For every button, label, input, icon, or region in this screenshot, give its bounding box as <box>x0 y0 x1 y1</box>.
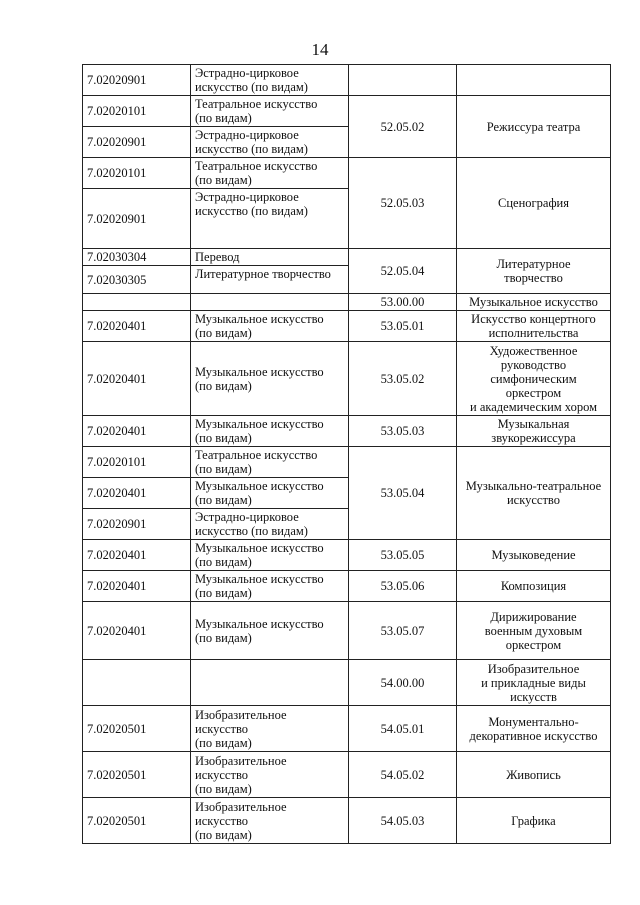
specialty-name-cell: Искусство концертного исполнительства <box>457 311 611 342</box>
table-row <box>83 96 611 127</box>
table-row <box>83 752 611 798</box>
page-number: 14 <box>311 40 329 59</box>
specialty-name-cell: Композиция <box>457 571 611 602</box>
code-cell: 7.02020501 <box>83 752 191 798</box>
table-row <box>83 706 611 752</box>
specialty-code-cell: 54.05.03 <box>349 798 457 844</box>
specialty-code-cell: 54.05.02 <box>349 752 457 798</box>
table-row <box>83 416 611 447</box>
table-row <box>83 798 611 844</box>
specialty-name-cell: Литературное творчество <box>457 249 611 294</box>
program-name-cell: Музыкальное искусство (по видам) <box>191 540 349 571</box>
table-row <box>83 602 611 660</box>
code-cell: 7.02020401 <box>83 416 191 447</box>
code-cell: 7.02020101 <box>83 158 191 189</box>
code-cell: 7.02020401 <box>83 478 191 509</box>
program-name-cell: Театральное искусство (по видам) <box>191 158 349 189</box>
code-cell: 7.02020901 <box>83 127 191 158</box>
program-name-cell: Эстрадно-цирковое искусство (по видам) <box>191 65 349 96</box>
specialty-name-cell: Сценография <box>457 158 611 249</box>
specialty-code-cell: 52.05.03 <box>349 158 457 249</box>
program-name-cell: Изобразительное искусство (по видам) <box>191 798 349 844</box>
table-row <box>83 65 611 96</box>
program-name-cell: Музыкальное искусство (по видам) <box>191 571 349 602</box>
specialty-code-cell: 53.05.06 <box>349 571 457 602</box>
code-cell: 7.02020501 <box>83 706 191 752</box>
table-row <box>83 311 611 342</box>
code-cell: 7.02020401 <box>83 571 191 602</box>
specialty-code-cell: 52.05.02 <box>349 96 457 158</box>
program-name-cell: Изобразительное искусство (по видам) <box>191 752 349 798</box>
code-cell: 7.02020401 <box>83 602 191 660</box>
program-name-cell: Музыкальное искусство (по видам) <box>191 311 349 342</box>
code-cell: 7.02030305 <box>83 266 191 294</box>
code-cell: 7.02020401 <box>83 540 191 571</box>
specialty-name-cell: Музыкальная звукорежиссура <box>457 416 611 447</box>
table-row <box>83 540 611 571</box>
program-name-cell <box>191 660 349 706</box>
program-name-cell <box>191 294 349 311</box>
specialty-name-cell: Музыкальное искусство <box>457 294 611 311</box>
code-cell: 7.02020101 <box>83 96 191 127</box>
code-cell: 7.02020901 <box>83 189 191 249</box>
specialty-code-cell <box>349 65 457 96</box>
specialties-table <box>82 64 611 844</box>
specialty-code-cell: 53.05.07 <box>349 602 457 660</box>
table-row <box>83 447 611 478</box>
program-name-cell: Перевод <box>191 249 349 266</box>
code-cell <box>83 660 191 706</box>
program-name-cell: Музыкальное искусство (по видам) <box>191 416 349 447</box>
specialty-name-cell: Графика <box>457 798 611 844</box>
program-name-cell: Музыкальное искусство (по видам) <box>191 478 349 509</box>
specialty-name-cell: Художественное руководство симфоническим оркестром и академическим хором <box>457 342 611 416</box>
table-row <box>83 342 611 416</box>
specialty-name-cell: Дирижирование военным духовым оркестром <box>457 602 611 660</box>
program-name-cell: Театральное искусство (по видам) <box>191 447 349 478</box>
code-cell: 7.02020501 <box>83 798 191 844</box>
code-cell: 7.02030304 <box>83 249 191 266</box>
program-name-cell: Музыкальное искусство (по видам) <box>191 602 349 660</box>
program-name-cell: Эстрадно-цирковое искусство (по видам) <box>191 509 349 540</box>
specialty-code-cell: 54.05.01 <box>349 706 457 752</box>
table-row <box>83 158 611 189</box>
specialty-name-cell: Музыкально-театральное искусство <box>457 447 611 540</box>
specialty-code-cell: 53.00.00 <box>349 294 457 311</box>
program-name-cell: Эстрадно-цирковое искусство (по видам) <box>191 189 349 249</box>
specialty-name-cell <box>457 65 611 96</box>
specialty-code-cell: 53.05.01 <box>349 311 457 342</box>
table-row <box>83 249 611 266</box>
specialty-name-cell: Музыковедение <box>457 540 611 571</box>
specialty-name-cell: Монументально- декоративное искусство <box>457 706 611 752</box>
specialty-name-cell: Изобразительное и прикладные виды искусств <box>457 660 611 706</box>
code-cell: 7.02020901 <box>83 509 191 540</box>
program-name-cell: Театральное искусство (по видам) <box>191 96 349 127</box>
code-cell: 7.02020401 <box>83 342 191 416</box>
code-cell: 7.02020101 <box>83 447 191 478</box>
program-name-cell: Литературное творчество <box>191 266 349 294</box>
table-row <box>83 660 611 706</box>
specialty-code-cell: 53.05.02 <box>349 342 457 416</box>
specialty-code-cell: 52.05.04 <box>349 249 457 294</box>
code-cell: 7.02020901 <box>83 65 191 96</box>
specialty-name-cell: Режиссура театра <box>457 96 611 158</box>
program-name-cell: Изобразительное искусство (по видам) <box>191 706 349 752</box>
specialty-code-cell: 53.05.03 <box>349 416 457 447</box>
specialty-code-cell: 53.05.05 <box>349 540 457 571</box>
program-name-cell: Музыкальное искусство (по видам) <box>191 342 349 416</box>
specialty-code-cell: 53.05.04 <box>349 447 457 540</box>
program-name-cell: Эстрадно-цирковое искусство (по видам) <box>191 127 349 158</box>
specialty-name-cell: Живопись <box>457 752 611 798</box>
code-cell: 7.02020401 <box>83 311 191 342</box>
specialty-code-cell: 54.00.00 <box>349 660 457 706</box>
code-cell <box>83 294 191 311</box>
table-row <box>83 571 611 602</box>
table-row <box>83 294 611 311</box>
